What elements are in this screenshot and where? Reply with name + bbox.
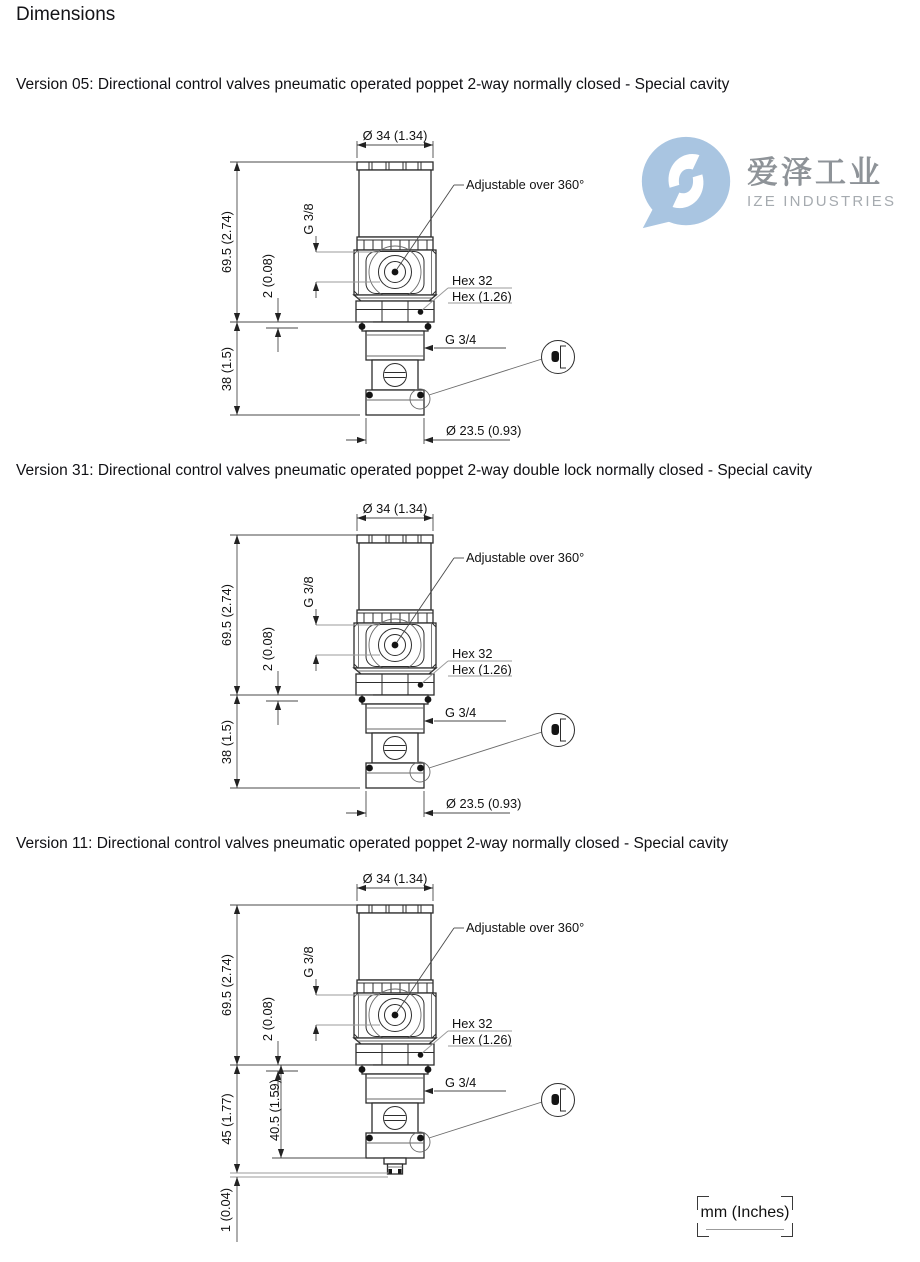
dim-arrow	[234, 695, 240, 704]
brand-name-latin: IZE INDUSTRIES	[747, 193, 897, 211]
brand-logo-text	[747, 156, 896, 210]
page-title: Dimensions	[16, 4, 116, 25]
dim-height-lower: 45 (1.77)	[219, 1093, 234, 1145]
dim-arrow	[234, 1164, 240, 1173]
dim-diameter-bottom: Ø 23.5 (0.93)	[446, 423, 522, 438]
dim-arrow	[313, 986, 319, 995]
dim-diameter-top: Ø 34 (1.34)	[362, 871, 428, 886]
dim-arrow	[234, 686, 240, 695]
units-box-corner	[781, 1223, 793, 1237]
dim-height-inner: 40.5 (1.59)	[267, 1079, 282, 1141]
section-title-version-05: Version 05: Directional control valves pneumatic operated poppet 2-way normally closed - Special cavity	[16, 76, 730, 93]
dim-arrow	[275, 686, 281, 695]
units-label: mm (Inches)	[700, 1204, 790, 1221]
label-g34: G 3/4	[445, 332, 477, 347]
dim-diameter-top: Ø 34 (1.34)	[362, 501, 428, 516]
dim-line	[429, 359, 542, 395]
dim-pin-height: 1 (0.04)	[218, 1187, 233, 1233]
label-adjustable: Adjustable over 360°	[466, 177, 585, 192]
dim-arrow	[275, 328, 281, 337]
dim-arrow	[234, 313, 240, 322]
dim-g38-port: G 3/8	[301, 946, 316, 978]
dim-offset: 2 (0.08)	[260, 626, 275, 672]
dim-arrow	[278, 1149, 284, 1158]
label-hex-inches: Hex (1.26)	[452, 1032, 512, 1047]
dim-arrow	[424, 345, 433, 351]
section-title-version-31: Version 31: Directional control valves pneumatic operated poppet 2-way double lock normally closed - Special cavity	[16, 462, 813, 479]
dim-arrow	[424, 810, 433, 816]
label-adjustable: Adjustable over 360°	[466, 550, 585, 565]
dim-line	[429, 732, 542, 768]
valve-drawing-31	[219, 501, 584, 817]
label-hex-inches: Hex (1.26)	[452, 289, 512, 304]
units-box-corner	[697, 1223, 709, 1237]
brand-name-chinese: 爱泽工业	[747, 154, 883, 190]
dim-offset: 2 (0.08)	[260, 996, 275, 1042]
brand-logo	[638, 135, 896, 231]
valve-drawing-05	[219, 128, 584, 444]
dim-arrow	[313, 1025, 319, 1034]
dim-height-total: 69.5 (2.74)	[219, 584, 234, 646]
label-adjustable: Adjustable over 360°	[466, 920, 585, 935]
label-g34: G 3/4	[445, 1075, 477, 1090]
dim-arrow	[234, 905, 240, 914]
dim-arrow	[278, 1065, 284, 1074]
dim-diameter-top: Ø 34 (1.34)	[362, 128, 428, 143]
dim-height-lower: 38 (1.5)	[219, 346, 234, 392]
dim-arrow	[424, 1088, 433, 1094]
units-box	[697, 1196, 793, 1237]
dim-height-total: 69.5 (2.74)	[219, 211, 234, 273]
section-title-version-11: Version 11: Directional control valves pneumatic operated poppet 2-way normally closed - Special cavity	[16, 835, 729, 852]
brand-logo-mark	[638, 135, 734, 231]
dim-g38-port: G 3/8	[301, 203, 316, 235]
dim-g38-port: G 3/8	[301, 576, 316, 608]
dim-height-lower: 38 (1.5)	[219, 719, 234, 765]
dim-arrow	[234, 535, 240, 544]
dim-arrow	[313, 243, 319, 252]
dim-arrow	[234, 1177, 240, 1186]
dim-arrow	[424, 437, 433, 443]
dim-arrow	[234, 1065, 240, 1074]
dim-arrow	[424, 718, 433, 724]
dim-arrow	[275, 313, 281, 322]
dim-line	[429, 1102, 542, 1138]
dim-arrow	[275, 701, 281, 710]
dim-arrow	[313, 616, 319, 625]
dim-arrow	[234, 1056, 240, 1065]
dim-arrow	[234, 322, 240, 331]
dim-arrow	[234, 406, 240, 415]
dim-arrow	[357, 810, 366, 816]
label-g34: G 3/4	[445, 705, 477, 720]
label-hex: Hex 32	[452, 1016, 493, 1031]
dim-arrow	[313, 282, 319, 291]
dim-arrow	[357, 437, 366, 443]
dim-arrow	[275, 1056, 281, 1065]
dim-arrow	[313, 655, 319, 664]
dim-arrow	[234, 162, 240, 171]
dim-arrow	[234, 779, 240, 788]
dim-diameter-bottom: Ø 23.5 (0.93)	[446, 796, 522, 811]
label-hex: Hex 32	[452, 273, 493, 288]
label-hex-inches: Hex (1.26)	[452, 662, 512, 677]
label-hex: Hex 32	[452, 646, 493, 661]
dim-offset: 2 (0.08)	[260, 253, 275, 299]
dim-height-total: 69.5 (2.74)	[219, 954, 234, 1016]
units-underline	[706, 1229, 784, 1231]
valve-drawing-11	[218, 871, 584, 1242]
